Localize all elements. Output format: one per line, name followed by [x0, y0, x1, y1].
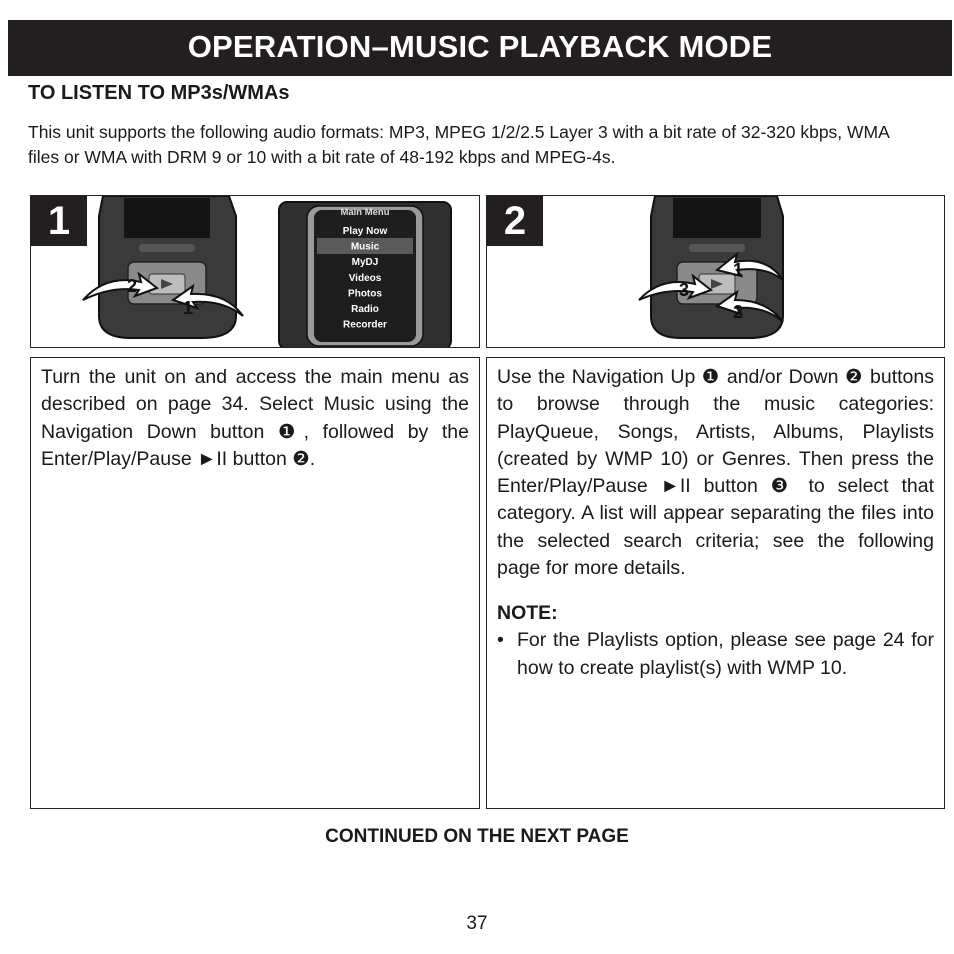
step-2-illustration [487, 196, 945, 348]
step-number-badge: 2 [487, 196, 543, 246]
screen-menu-item: Radio [351, 304, 379, 315]
page-banner: OPERATION–MUSIC PLAYBACK MODE [8, 20, 952, 76]
callout-label: 1 [733, 260, 744, 280]
screen-menu-item: MyDJ [351, 257, 379, 269]
step-1-figure [30, 195, 480, 348]
intro-paragraph: This unit supports the following audio formats: MP3, MPEG 1/2/2.5 Layer 3 with a bit rate of 32-320 kbps, WMA files or WMA with DRM 9 or 10 with a bit rate of 48-192 kbps and MPEG-4s. [28, 122, 889, 167]
step-2-instructions [486, 357, 945, 809]
note-text: For the Playlists option, please see page 24 for how to create playlist(s) with WMP 10. [517, 629, 934, 679]
bullet-marker: • [497, 629, 504, 652]
screen-menu-item: Videos [348, 272, 382, 284]
callout-label: 2 [733, 302, 744, 322]
step-2-figure [486, 195, 945, 348]
step-number-badge: 1 [31, 196, 87, 246]
device-body-icon [99, 196, 236, 338]
screen-menu-item: Photos [348, 288, 382, 300]
note-bullet [497, 627, 934, 682]
screen-menu-item: Music [350, 241, 380, 253]
step-1-instructions [30, 357, 480, 809]
callout-label: 3 [679, 280, 690, 300]
section-subtitle: TO LISTEN TO MP3s/WMAs [28, 82, 290, 104]
screen-title: Main Menu [340, 207, 390, 218]
continued-notice: CONTINUED ON THE NEXT PAGE [325, 826, 629, 847]
callout-label: 2 [127, 276, 138, 296]
screen-menu-item: Recorder [343, 319, 387, 331]
step-1-text: Turn the unit on and access the main menu as described on page 34. Select Music using the Navigation Down button ❶, followed by the Enter/Play/Pause ►II button ❷. [41, 366, 469, 470]
note-heading: NOTE: [497, 602, 558, 625]
step-2-text: Use the Navigation Up ❶ and/or Down ❷ buttons to browse through the music categories: PlayQueue, Songs, Artists, Albums, Playlists (created by WMP 10) or Genres. Then press the Enter/Play/Pause ►II button ❸ to select that category. A list will appear separating the files into the selected search criteria; see the following page for more details. [497, 366, 934, 580]
screen-menu-item: Play Now [342, 226, 388, 237]
page-number: 37 [466, 913, 488, 934]
step-1-illustration [31, 196, 480, 348]
callout-label: 1 [183, 298, 194, 318]
